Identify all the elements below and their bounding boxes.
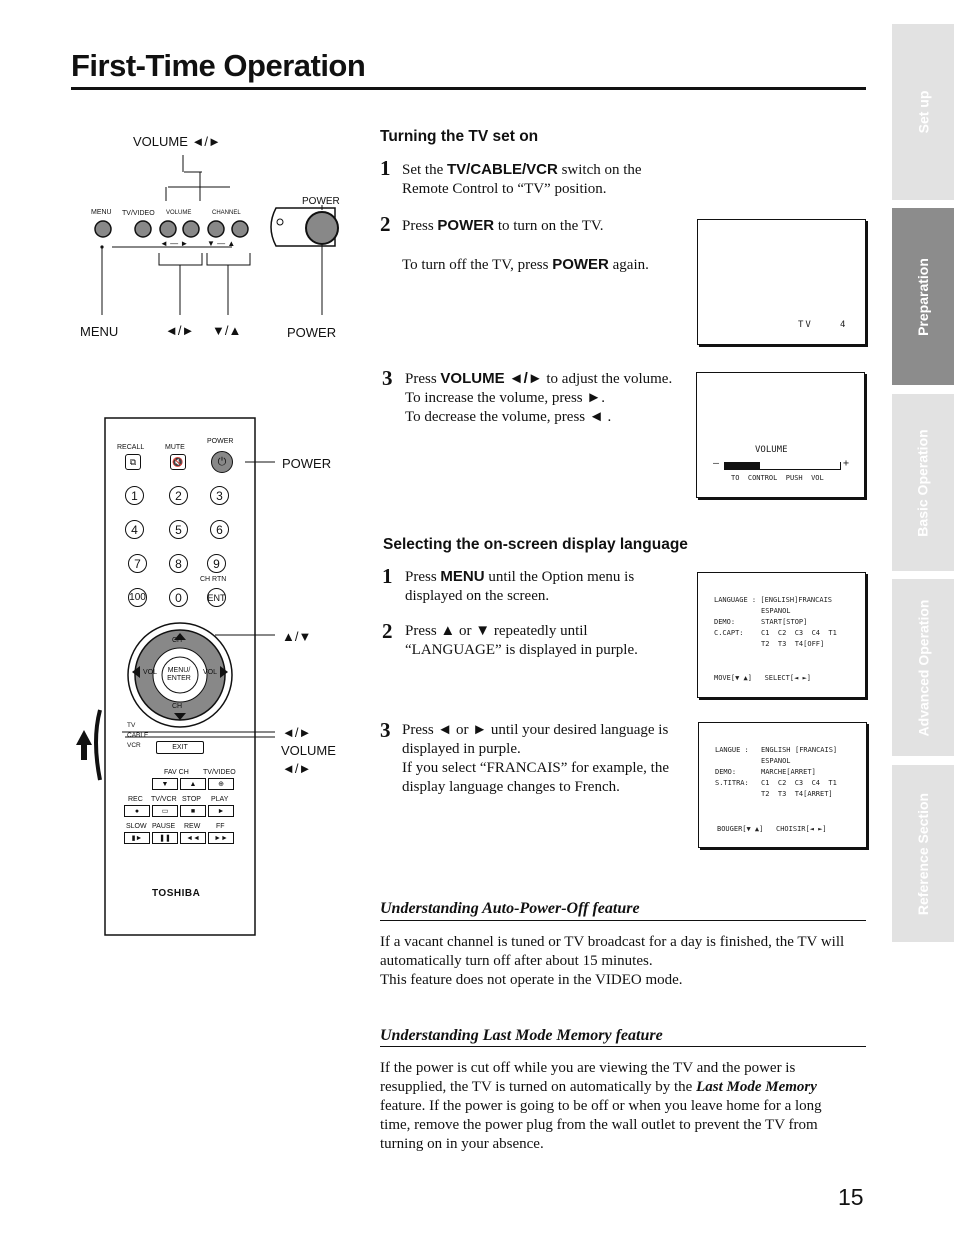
step-2-text: Press POWER to turn on the TV. (402, 217, 604, 234)
fav-ch-up-button[interactable] (180, 778, 206, 790)
fav-ch-down-button[interactable] (152, 778, 178, 790)
callout-vol: ◄/► (165, 323, 195, 338)
pause-label: PAUSE (152, 823, 176, 830)
switch-tv-label: TV (127, 722, 136, 729)
panel-channel-small: CHANNEL (212, 210, 241, 216)
panel-vol-arrows: ◄ — ► (160, 239, 189, 248)
mute-button[interactable] (170, 454, 186, 470)
osd-fr-espanol: ESPANOL (761, 757, 791, 765)
volume-plus: + (843, 458, 850, 469)
step-1-text: Set the TV/CABLE/VCR switch on the Remote Control to “TV” position. (402, 161, 642, 197)
tab-basic-operation[interactable] (892, 394, 954, 571)
tv-video-label: TV/VIDEO (203, 769, 236, 776)
digit-1-button[interactable]: 1 (125, 486, 144, 505)
step-number: 2 (380, 212, 391, 236)
section-heading-language: Selecting the on-screen display language (383, 536, 688, 553)
auto-power-rule (380, 920, 866, 921)
osd-en-ccapt-val2: T2 T3 T4[OFF] (761, 640, 825, 648)
digit-3-button[interactable]: 3 (210, 486, 229, 505)
screen-channel-number: 4 (840, 320, 846, 330)
tv-screen-channel (697, 219, 866, 345)
rew-button[interactable] (180, 832, 206, 844)
fast-forward-icon: ►► (214, 834, 228, 842)
osd-fr-francais: [FRANCAIS] (795, 746, 838, 754)
tab-reference-section[interactable] (892, 765, 954, 942)
digit-9-button[interactable]: 9 (207, 554, 226, 573)
auto-power-heading: Understanding Auto-Power-Off feature (380, 900, 640, 917)
callout-ch: ▼/▲ (212, 323, 242, 338)
ch-down-button[interactable]: CH (172, 703, 183, 710)
remote-power-button[interactable] (211, 451, 233, 473)
osd-en-espanol: ESPANOL (761, 607, 791, 615)
step-number: 3 (380, 718, 391, 742)
switch-vcr-label: VCR (127, 742, 141, 749)
stop-icon: ■ (190, 807, 196, 815)
volume-bar (724, 462, 841, 470)
osd-fr-langue-key: LANGUE : (715, 746, 749, 754)
digit-2-button[interactable]: 2 (169, 486, 188, 505)
pause-button[interactable] (152, 832, 178, 844)
osd-en-demo-key: DEMO: (714, 618, 736, 626)
tv-screen-volume (696, 372, 865, 498)
digit-4-button[interactable]: 4 (125, 520, 144, 539)
last-mode-text: If the power is cut off while you are viewing the TV and the power is resupplied, the TV is turned on automatically by the Last Mode Memory feature. If the power is going to be off or when you leave home for a long time, remove the power plug from the wall outlet to prevent the TV from turning on in your absence. (380, 1060, 822, 1152)
slow-label: SLOW (126, 823, 147, 830)
tab-set-up[interactable] (892, 24, 954, 200)
rewind-icon: ◄◄ (186, 834, 200, 842)
volume-title: VOLUME (755, 445, 788, 455)
auto-power-text: If a vacant channel is tuned or TV broadcast for a day is finished, the TV will automatically turn off after about 15 minutes. This feature does not operate in the VIDEO mode. (380, 934, 845, 988)
osd-fr-english: ENGLISH (761, 746, 791, 754)
tv-vcr-label: TV/VCR (151, 796, 177, 803)
osd-fr-stitra-key: S.TITRA: (715, 779, 749, 787)
step-3-text: Press VOLUME ◄/► to adjust the volume. To increase the volume, press ►. To decrease the volume, press ◄ . (405, 370, 673, 425)
digit-100-button[interactable]: 100 (128, 588, 147, 607)
remote-mute-label: MUTE (165, 444, 185, 451)
tv-video-button[interactable] (208, 778, 234, 790)
ff-button[interactable] (208, 832, 234, 844)
tv-vcr-icon: ▭ (161, 808, 169, 815)
stop-label: STOP (182, 796, 201, 803)
tab-label: Preparation (915, 257, 931, 336)
tv-screen-option-menu-en (697, 572, 866, 698)
play-button[interactable] (208, 805, 234, 817)
title-rule (71, 87, 866, 90)
panel-power-small: POWER (302, 196, 340, 207)
volume-top-label: VOLUME ◄/► (133, 134, 221, 149)
rec-label: REC (128, 796, 143, 803)
vol-left-button[interactable]: VOL (143, 669, 158, 676)
callout-power: POWER (287, 325, 337, 340)
screen-tv-label: TV (798, 320, 813, 330)
osd-fr-demo-val: MARCHE[ARRET] (761, 768, 816, 776)
step-number: 3 (382, 366, 393, 390)
rec-button[interactable] (124, 805, 150, 817)
panel-ch-arrows: ▼ — ▲ (207, 239, 236, 248)
tab-label: Reference Section (915, 792, 932, 915)
mute-icon: 🔇 (172, 456, 184, 467)
panel-volume-small: VOLUME (166, 210, 192, 216)
play-icon: ► (217, 807, 225, 815)
osd-en-nav-hint: MOVE[▼ ▲] SELECT[◄ ►] (714, 674, 811, 682)
digit-5-button[interactable]: 5 (169, 520, 188, 539)
last-mode-rule (380, 1046, 866, 1047)
lang-step-1-text: Press MENU until the Option menu is displayed on the screen. (405, 568, 635, 604)
osd-fr-stitra-val2: T2 T3 T4[ARRET] (761, 790, 833, 798)
lang-step-2-text: Press ▲ or ▼ repeatedly until “LANGUAGE” is displayed in purple. (405, 623, 638, 658)
remote-recall-label: RECALL (117, 444, 145, 451)
last-mode-heading: Understanding Last Mode Memory feature (380, 1027, 663, 1044)
tab-label: Basic Operation (915, 428, 931, 537)
recall-icon: ⧉ (129, 456, 137, 467)
menu-enter-button[interactable]: MENU/ ENTER (167, 667, 191, 682)
callout-lr: ◄/► (282, 725, 312, 740)
panel-tvvideo-small: TV/VIDEO (122, 210, 155, 217)
record-icon: ● (134, 807, 140, 815)
osd-fr-demo-key: DEMO: (715, 768, 737, 776)
triangle-down-icon: ▼ (161, 780, 169, 788)
step-2-off-text: To turn off the TV, press POWER again. (402, 256, 649, 273)
osd-en-language-line: LANGUAGE : [ENGLISH]FRANCAIS (714, 596, 833, 604)
fav-ch-label: FAV CH (164, 769, 189, 776)
step-number: 2 (382, 619, 393, 643)
callout-updown: ▲/▼ (282, 629, 312, 644)
osd-en-ccapt-key: C.CAPT: (714, 629, 744, 637)
exit-button[interactable]: EXIT (156, 741, 204, 754)
vol-right-button[interactable]: VOL (203, 669, 218, 676)
callout-menu: MENU (80, 324, 119, 339)
volume-hint: TO CONTROL PUSH VOL (731, 474, 824, 482)
rew-label: REW (184, 823, 201, 830)
callout-volume-arrows: ◄/► (282, 761, 312, 776)
osd-en-demo-val: START[STOP] (761, 618, 808, 626)
power-icon: ⏻ (217, 455, 227, 468)
digit-7-button[interactable]: 7 (128, 554, 147, 573)
recall-button[interactable] (125, 454, 141, 470)
digit-0-button[interactable]: 0 (169, 588, 188, 607)
switch-cable-label: CABLE (127, 732, 149, 739)
osd-fr-stitra-val: C1 C2 C3 C4 T1 (761, 779, 837, 787)
osd-fr-nav-hint: BOUGER[▼ ▲] CHOISIR[◄ ►] (717, 825, 827, 833)
ch-up-button[interactable]: CH (172, 637, 183, 644)
slow-icon: ▮► (131, 835, 143, 842)
ff-label: FF (216, 823, 225, 830)
lang-step-3-text: Press ◄ or ► until your desired language is displayed in purple. If you select “FRANCAIS” for example, the display language changes to French. (402, 722, 670, 795)
tv-screen-option-menu-fr (698, 722, 867, 848)
tab-advanced-operation[interactable] (892, 579, 954, 756)
tv-vcr-button[interactable] (152, 805, 178, 817)
step-number: 1 (382, 564, 393, 588)
play-label: PLAY (211, 796, 229, 803)
slow-button[interactable] (124, 832, 150, 844)
section-heading-tv-on: Turning the TV set on (380, 128, 539, 145)
digit-6-button[interactable]: 6 (210, 520, 229, 539)
page-number: 15 (838, 1184, 864, 1210)
brand-logo: TOSHIBA (152, 888, 201, 899)
step-number: 1 (380, 156, 391, 180)
triangle-up-icon: ▲ (189, 780, 197, 788)
input-icon: ⊕ (218, 781, 224, 788)
panel-menu-small: MENU (91, 209, 112, 216)
callout-volume: VOLUME (281, 743, 336, 758)
remote-power-label: POWER (207, 438, 234, 445)
tab-preparation[interactable] (892, 208, 954, 385)
digit-8-button[interactable]: 8 (169, 554, 188, 573)
volume-bar-fill (725, 462, 760, 469)
pause-icon: ❚❚ (159, 835, 171, 842)
osd-en-ccapt-val: C1 C2 C3 C4 T1 (761, 629, 837, 637)
page-title: First-Time Operation (71, 48, 366, 83)
ch-rtn-label: CH RTN (200, 576, 227, 583)
stop-button[interactable] (180, 805, 206, 817)
volume-minus: – (713, 458, 720, 469)
ent-button[interactable]: ENT (207, 588, 226, 607)
callout-remote-power: POWER (282, 456, 332, 471)
tab-label: Set up (915, 90, 931, 134)
tab-label: Advanced Operation (915, 599, 932, 736)
